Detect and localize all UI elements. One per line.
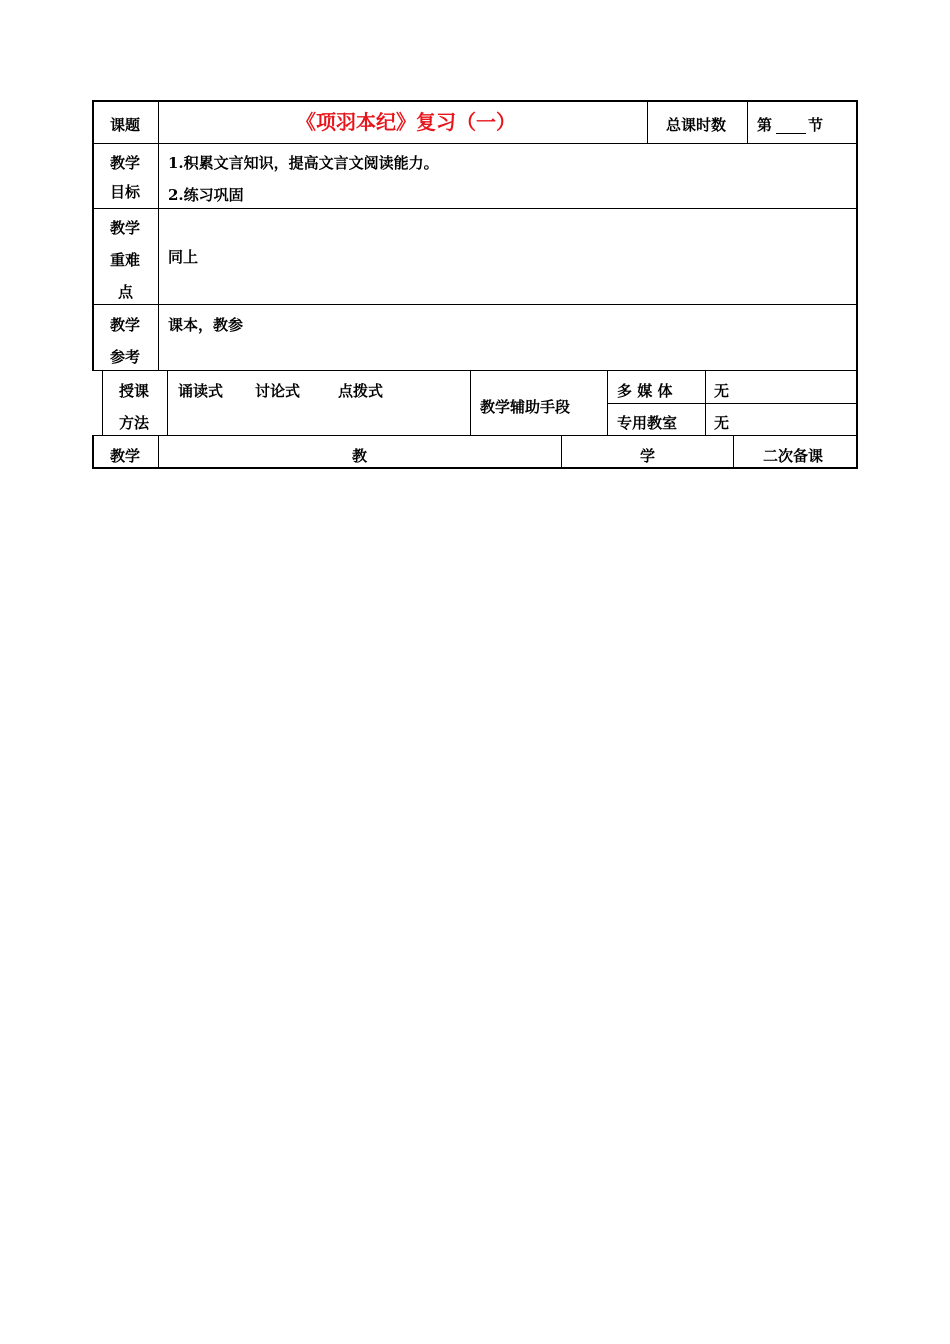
key-points-label-3: 点: [118, 283, 134, 301]
key-points-content: 同上: [168, 248, 199, 266]
goals-label-2: 目标: [110, 183, 141, 201]
topic-label: 课题: [110, 116, 141, 134]
classroom-value: 无: [714, 414, 730, 432]
methods-label-1: 授课: [119, 382, 150, 400]
method-recitation: 诵读式: [178, 382, 224, 400]
total-hours-label: 总课时数: [666, 116, 727, 134]
methods-label-2: 方法: [119, 414, 150, 432]
goal-item-2: 2.练习巩固: [168, 186, 244, 204]
section-prefix: 第: [757, 116, 773, 134]
teaching-aids-label: 教学辅助手段: [480, 398, 571, 416]
process-col-learn: 学: [640, 447, 656, 465]
reference-label-1: 教学: [110, 316, 141, 334]
page-title: 《项羽本纪》复习（一）: [296, 110, 516, 134]
process-col-teach: 教: [352, 447, 368, 465]
process-col-teaching: 教学: [110, 447, 141, 465]
multimedia-label: 多 媒 体: [617, 382, 673, 400]
section-suffix: 节: [808, 116, 824, 134]
classroom-label: 专用教室: [617, 414, 678, 432]
process-col-second-prep: 二次备课: [763, 447, 824, 465]
reference-content: 课本，教参: [168, 316, 244, 334]
method-guidance: 点拨式: [338, 382, 384, 400]
section-number-blank: [776, 133, 806, 134]
key-points-label-2: 重难: [110, 251, 141, 269]
goals-label-1: 教学: [110, 154, 141, 172]
multimedia-value: 无: [714, 382, 730, 400]
reference-label-2: 参考: [110, 348, 141, 366]
method-discussion: 讨论式: [255, 382, 301, 400]
key-points-label-1: 教学: [110, 219, 141, 237]
goal-item-1: 1.积累文言知识，提高文言文阅读能力。: [168, 154, 439, 172]
